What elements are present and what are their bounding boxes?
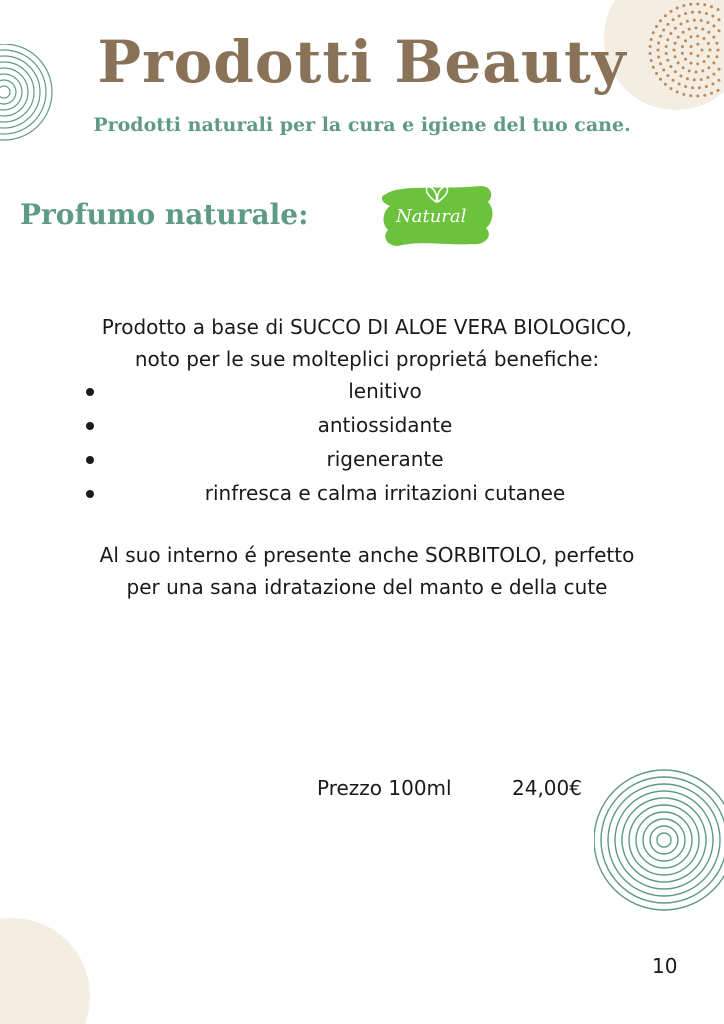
dot <box>700 19 703 22</box>
dot <box>686 20 689 23</box>
dot <box>693 19 696 22</box>
bullet-icon <box>86 422 94 430</box>
dot <box>659 19 662 22</box>
description-line-2: noto per le sue molteplici proprietá benefiche: <box>134 347 600 371</box>
dot <box>666 23 669 26</box>
page-number: 10 <box>652 954 678 978</box>
dot <box>712 24 715 27</box>
dot <box>684 12 687 15</box>
dot <box>682 4 685 7</box>
page-title: Prodotti Beauty <box>97 28 627 96</box>
dot <box>705 12 708 15</box>
bullet-icon <box>86 388 94 396</box>
dot <box>706 21 709 24</box>
price-value: 24,00€ <box>512 776 582 800</box>
dot <box>717 18 720 21</box>
dot <box>689 3 692 6</box>
dot <box>696 3 699 6</box>
dot <box>678 15 681 18</box>
dot <box>691 11 694 14</box>
dot <box>698 11 701 14</box>
list-item: antiossidante <box>0 408 724 442</box>
dot <box>703 3 706 6</box>
section-title: Profumo naturale: <box>20 198 309 231</box>
list-item: rinfresca e calma irritazioni cutanee <box>0 476 724 510</box>
list-item: rigenerante <box>0 442 724 476</box>
description-line-1: Prodotto a base di SUCCO DI ALOE VERA BIOLOGICO, <box>101 315 633 339</box>
dot <box>711 15 714 18</box>
bullet-icon <box>86 490 94 498</box>
benefits-list <box>0 374 724 510</box>
extra-line-2: per una sana idratazione del manto e della cute <box>126 575 608 599</box>
dot <box>717 8 720 11</box>
badge-label: Natural <box>396 206 467 227</box>
dot <box>670 10 673 13</box>
beige-circle-decoration <box>0 906 92 1024</box>
dot <box>680 23 683 26</box>
list-item: lenitivo <box>0 374 724 408</box>
dot <box>676 7 679 10</box>
spiral-decoration-bottom-right <box>594 768 724 914</box>
page-subtitle: Prodotti naturali per la cura e igiene del tuo cane. <box>93 114 631 136</box>
extra-line-1: Al suo interno é presente anche SORBITOLO, perfetto <box>99 543 635 567</box>
dot <box>672 18 675 21</box>
bullet-icon <box>86 456 94 464</box>
dot <box>710 5 713 8</box>
price-label: Prezzo 100ml <box>317 776 452 800</box>
dot <box>664 14 667 17</box>
